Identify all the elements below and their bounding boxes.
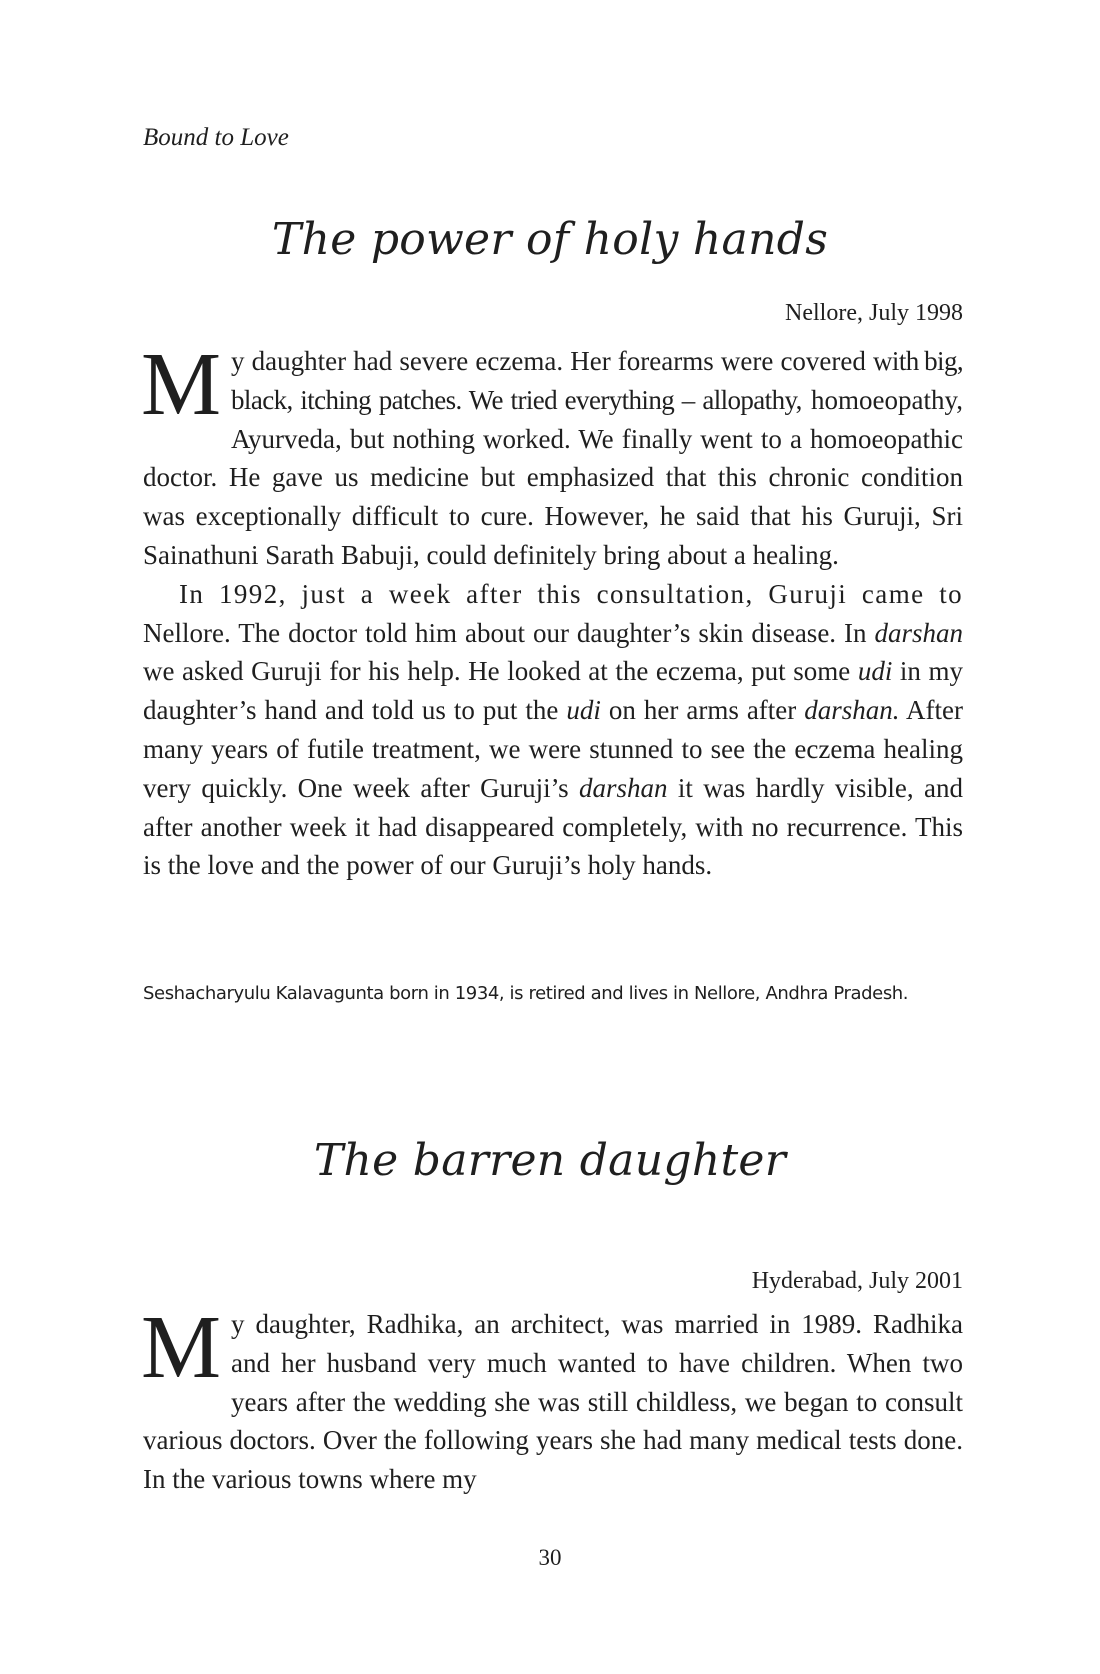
text-run: In 1992, just a week after this consultation, Guruji came to xyxy=(179,578,963,609)
story-title-barren-daughter: The barren daughter xyxy=(313,1135,787,1186)
author-attribution: Seshacharyulu Kalavagunta born in 1934, is retired and lives in Nellore, Andhra Pradesh. xyxy=(143,983,909,1004)
italic-term: darshan xyxy=(579,772,668,803)
text-line: y daughter had severe eczema. Her forearms were covered xyxy=(231,346,866,376)
story-body-barren-daughter xyxy=(141,1298,964,1499)
dateline-hyderabad: Hyderabad, July 2001 xyxy=(751,1268,963,1294)
text-run: we asked Guruji for his help. He looked at the eczema, put some xyxy=(143,656,858,687)
text-run: Nellore. The doctor told him about our daughter’s skin disease. In xyxy=(143,617,875,648)
text-run: in my daughter’s hand and told us to put the xyxy=(143,656,963,726)
text-line: with big, black, itching patches. We tried everything – allopathy, xyxy=(231,346,964,415)
text-run: homoeopathy, Ayurveda, but nothing worked. We finally went to a homoeopathic doctor. He gave us medicine but emphasized that this chronic condition was exceptionally difficult to cure. However, he said that his Guruji, Sri Sainathuni Sarath Babuji, could definitely bring about a healing. xyxy=(143,384,964,570)
paragraph xyxy=(143,575,963,885)
drop-cap: M xyxy=(141,1298,222,1397)
paragraph xyxy=(141,1298,964,1499)
paragraph xyxy=(141,335,964,575)
running-header: Bound to Love xyxy=(143,124,289,151)
text-run: children. When two years after the wedding she was still childless, we began to consult various doctors. Over the following years she had many medical tests done. In the various towns where my xyxy=(143,1347,963,1495)
italic-term: udi xyxy=(566,695,601,726)
italic-term: darshan xyxy=(874,617,963,648)
italic-term: darshan. xyxy=(804,695,900,726)
dateline-nellore: Nellore, July 1998 xyxy=(785,300,963,326)
story-title-holy-hands: The power of holy hands xyxy=(271,214,829,265)
text-run: on her arms after xyxy=(600,695,805,726)
drop-cap: M xyxy=(141,335,222,434)
italic-term: udi xyxy=(857,656,893,687)
text-line: Radhika and her husband very much wanted to have xyxy=(231,1309,964,1378)
text-run: After many years of futile treatment, we were stunned to see the eczema healing very quickly. One week after Guruji’s xyxy=(143,695,963,803)
story-body-holy-hands xyxy=(141,335,964,885)
text-line: y daughter, Radhika, an architect, was married in 1989. xyxy=(231,1309,863,1339)
text-run: it was hardly visible, and after another week it had disappeared completely, with no recurrence. This is the love and the power of our Guruji’s holy hands. xyxy=(143,772,963,881)
page-number: 30 xyxy=(538,1545,562,1570)
